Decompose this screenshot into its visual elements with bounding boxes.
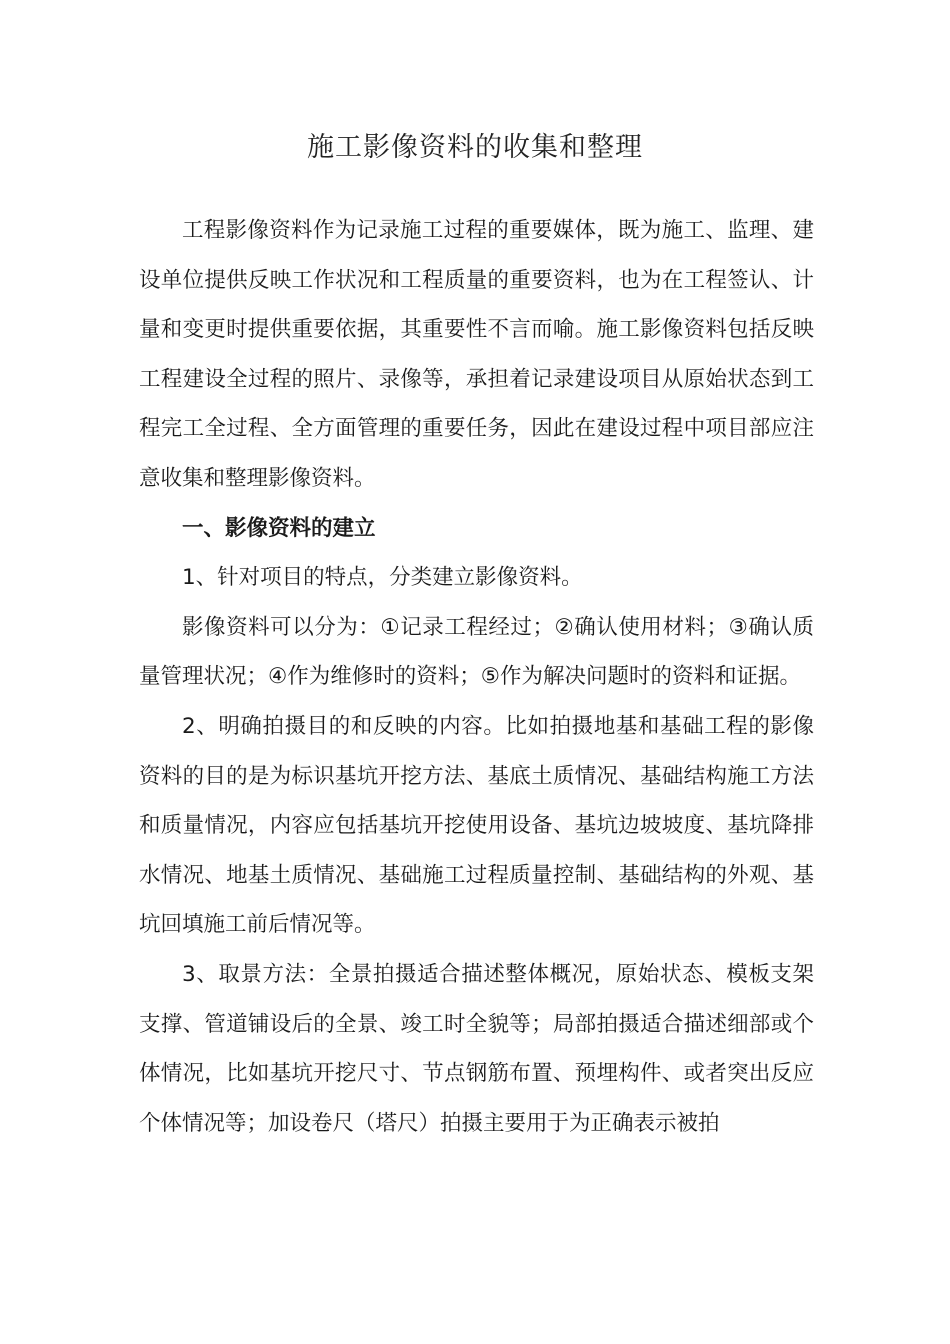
document-body (139, 206, 814, 1148)
section-heading: 一、影像资料的建立 (182, 515, 376, 541)
paragraph-item-3: 3、取景方法：全景拍摄适合描述整体概况，原始状态、模板支架支撑、管道铺设后的全景、竣工时全貌等；局部拍摄适合描述细部或个体情况，比如基坑开挖尺寸、节点钢筋布置、预埋构件、或者突出反应个体情况等；加设卷尺（塔尺）拍摄主要用于为正确表示被拍 (139, 961, 814, 1136)
paragraph-item-2: 2、明确拍摄目的和反映的内容。比如拍摄地基和基础工程的影像资料的目的是为标识基坑开挖方法、基底土质情况、基础结构施工方法和质量情况，内容应包括基坑开挖使用设备、基坑边坡坡度、基坑降排水情况、地基土质情况、基础施工过程质量控制、基础结构的外观、基坑回填施工前后情况等。 (139, 713, 814, 938)
paragraph-item-1: 1、针对项目的特点，分类建立影像资料。 (182, 565, 583, 591)
paragraph-categories: 影像资料可以分为：①记录工程经过；②确认使用材料；③确认质量管理状况；④作为维修时的资料；⑤作为解决问题时的资料和证据。 (139, 614, 814, 690)
document-title: 施工影像资料的收集和整理 (307, 132, 643, 163)
intro-paragraph: 工程影像资料作为记录施工过程的重要媒体，既为施工、监理、建设单位提供反映工作状况和工程质量的重要资料，也为在工程签认、计量和变更时提供重要依据，其重要性不言而喻。施工影像资料包括反映工程建设全过程的照片、录像等，承担着记录建设项目从原始状态到工程完工全过程、全方面管理的重要任务，因此在建设过程中项目部应注意收集和整理影像资料。 (139, 218, 814, 491)
